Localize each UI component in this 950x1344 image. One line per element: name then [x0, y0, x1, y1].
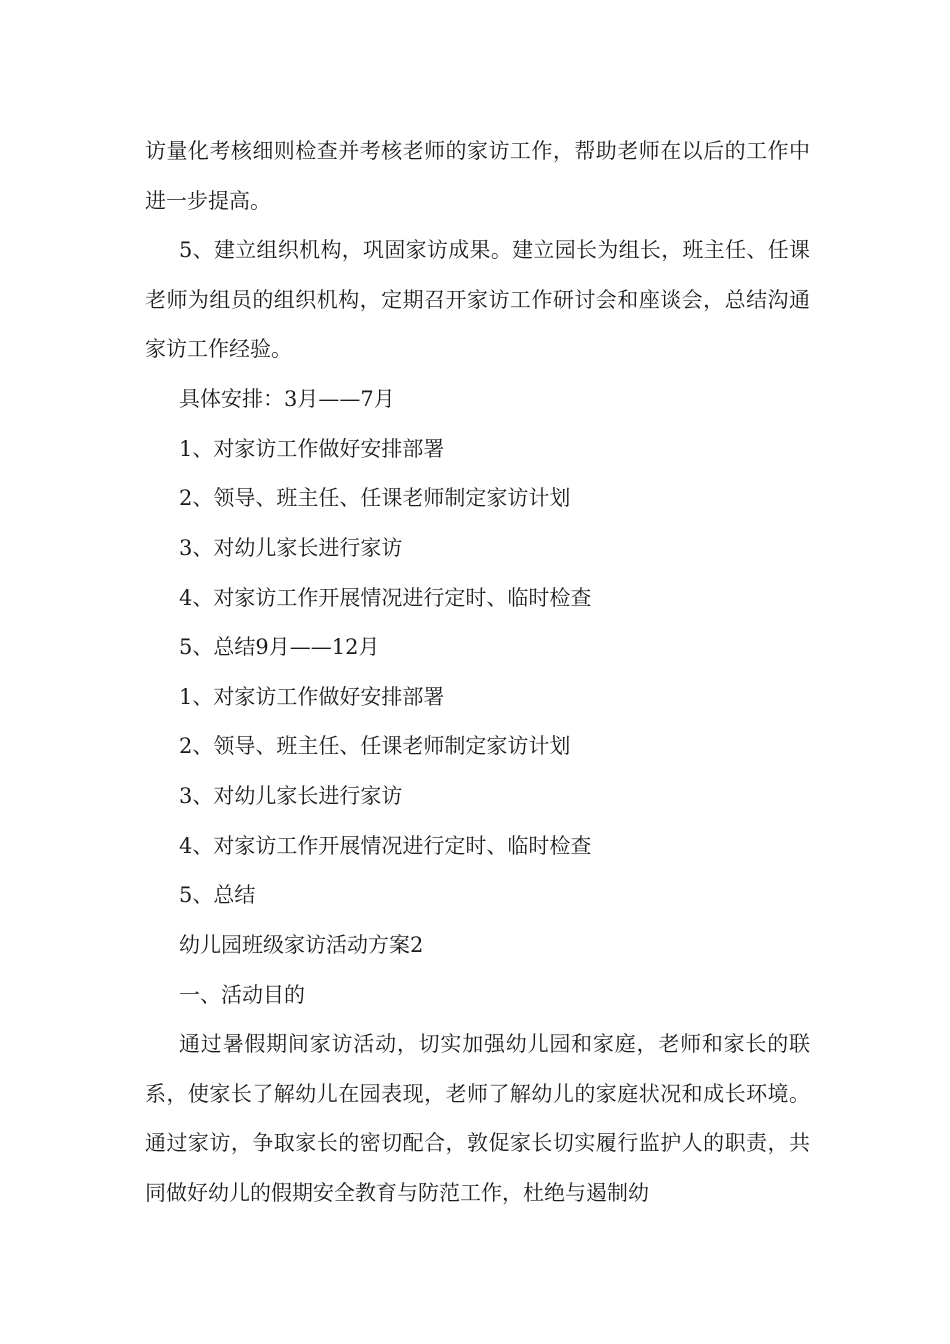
schedule-heading-autumn: 5、总结9月——12月 — [179, 635, 380, 659]
paragraph-continuation: 访量化考核细则检查并考核老师的家访工作，帮助老师在以后的工作中进一步提高。 — [145, 139, 810, 213]
paragraph-item-5-organization: 5、建立组织机构，巩固家访成果。建立园长为组长，班主任、任课老师为组员的组织机构，定期召开家访工作研讨会和座谈会，总结沟通家访工作经验。 — [145, 238, 810, 362]
list-item: 4、对家访工作开展情况进行定时、临时检查 — [179, 586, 592, 610]
list-item: 1、对家访工作做好安排部署 — [179, 685, 445, 709]
list-item: 3、对幼儿家长进行家访 — [179, 536, 403, 560]
section-heading: 一、活动目的 — [179, 983, 305, 1007]
list-item: 4、对家访工作开展情况进行定时、临时检查 — [179, 834, 592, 858]
list-item: 2、领导、班主任、任课老师制定家访计划 — [179, 486, 571, 510]
list-item: 5、总结 — [179, 883, 256, 907]
paragraph-activity-purpose: 通过暑假期间家访活动，切实加强幼儿园和家庭，老师和家长的联系，使家长了解幼儿在园表现，老师了解幼儿的家庭状况和成长环境。通过家访，争取家长的密切配合，敦促家长切实履行监护人的职责，共同做好幼儿的假期安全教育与防范工作，杜绝与遏制幼 — [145, 1032, 810, 1205]
list-item: 2、领导、班主任、任课老师制定家访计划 — [179, 734, 571, 758]
schedule-heading-spring: 具体安排：3月——7月 — [179, 387, 395, 411]
list-item: 1、对家访工作做好安排部署 — [179, 437, 445, 461]
section-title: 幼儿园班级家访活动方案2 — [179, 933, 424, 957]
list-item: 3、对幼儿家长进行家访 — [179, 784, 403, 808]
